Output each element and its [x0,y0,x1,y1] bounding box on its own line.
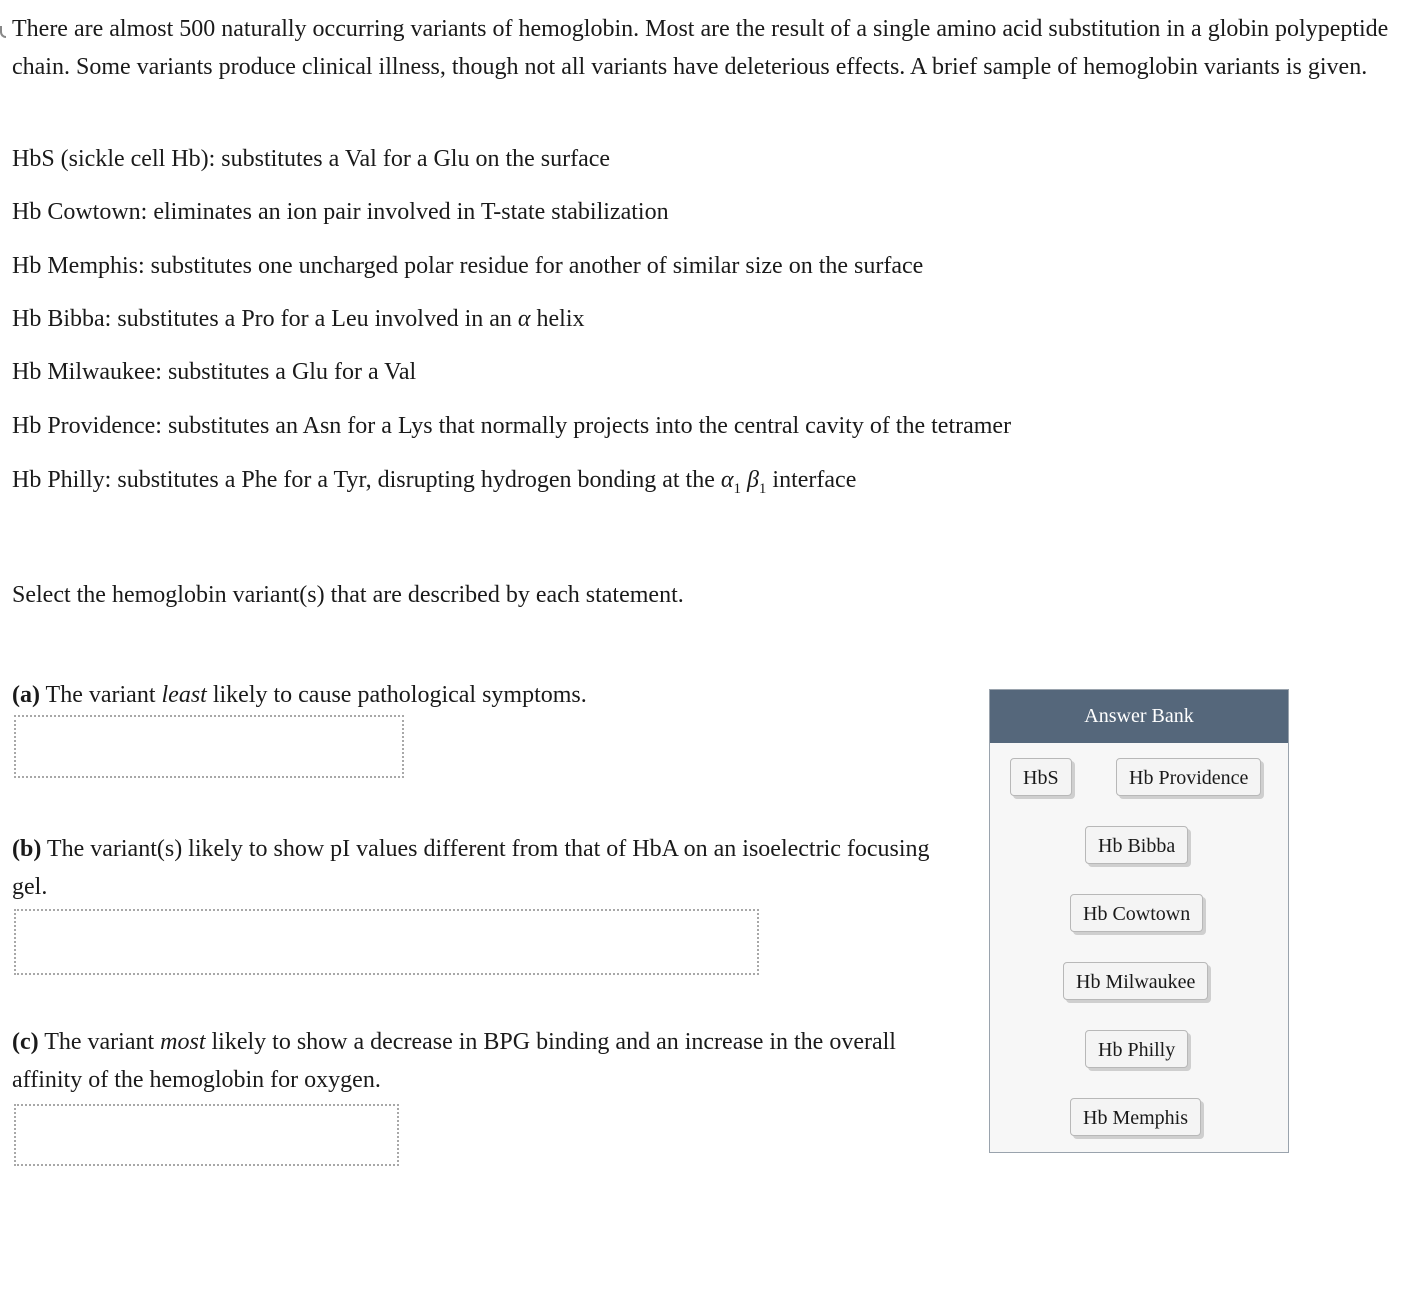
variant-memphis: Hb Memphis: substitutes one uncharged polar residue for another of similar size on the surface [12,253,924,279]
answer-chip-hb-bibba[interactable]: Hb Bibba [1085,826,1188,864]
question-c [12,1023,912,1099]
question-b-text: The variant(s) likely to show pI values different from that of HbA on an isoelectric focusing gel. [12,836,930,900]
answer-chip-hb-providence[interactable]: Hb Providence [1116,758,1261,796]
variant-philly-text: Hb Philly: substitutes a Phe for a Tyr, disrupting hydrogen bonding at the [12,467,721,493]
question-c-emphasis: most [160,1029,206,1055]
question-a-label: (a) [12,682,40,708]
variant-bibba-text: Hb Bibba: substitutes a Pro for a Leu involved in an [12,306,518,332]
question-b-label: (b) [12,836,42,862]
question-c-pre: The variant [38,1029,161,1055]
answer-chip-hb-philly[interactable]: Hb Philly [1085,1030,1188,1068]
alpha-symbol: α [720,467,734,493]
question-a-pre: The variant [39,682,162,708]
answer-bank [989,689,1289,1153]
answer-bank-title: Answer Bank [990,690,1288,743]
answer-chip-hbs[interactable]: HbS [1010,758,1072,796]
question-c-post: likely to show a decrease in BPG binding and an increase in the overall affinity of the hemoglobin for oxygen. [12,1029,896,1093]
question-c-label: (c) [12,1029,39,1055]
variant-bibba [12,304,585,334]
alpha-subscript: 1 [733,480,741,497]
variant-cowtown: Hb Cowtown: eliminates an ion pair involved in T-state stabilization [12,199,669,225]
alpha-symbol: α [517,306,531,332]
variant-bibba-suffix: helix [530,306,585,332]
beta-subscript: 1 [758,480,767,497]
answer-dropzone-a[interactable] [14,715,404,778]
answer-chip-hb-cowtown[interactable]: Hb Cowtown [1070,894,1203,932]
answer-chip-hb-milwaukee[interactable]: Hb Milwaukee [1063,962,1208,1000]
variant-providence: Hb Providence: substitutes an Asn for a Lys that normally projects into the central cavity of the tetramer [12,413,1012,439]
variant-hbs: HbS (sickle cell Hb): substitutes a Val for a Glu on the surface [12,146,611,172]
question-a [12,676,952,714]
variant-milwaukee: Hb Milwaukee: substitutes a Glu for a Val [12,359,417,385]
answer-dropzone-c[interactable] [14,1104,399,1166]
question-a-post: likely to cause pathological symptoms. [206,682,587,708]
beta-symbol: β [746,467,759,493]
question-a-emphasis: least [161,682,207,708]
instruction-text: Select the hemoglobin variant(s) that are described by each statement. [12,582,684,608]
answer-dropzone-b[interactable] [14,909,759,975]
edge-marker-icon [0,26,6,38]
answer-chip-hb-memphis[interactable]: Hb Memphis [1070,1098,1201,1136]
question-b [12,830,952,906]
variant-philly-suffix: interface [766,467,857,493]
variant-philly [12,465,856,504]
intro-paragraph: There are almost 500 naturally occurring variants of hemoglobin. Most are the result of a single amino acid substitution in a globin polypeptide chain. Some variants produce clinical illness, though not all variants have deleterious effects. A brief sample of hemoglobin variants is given. [12,16,1389,80]
